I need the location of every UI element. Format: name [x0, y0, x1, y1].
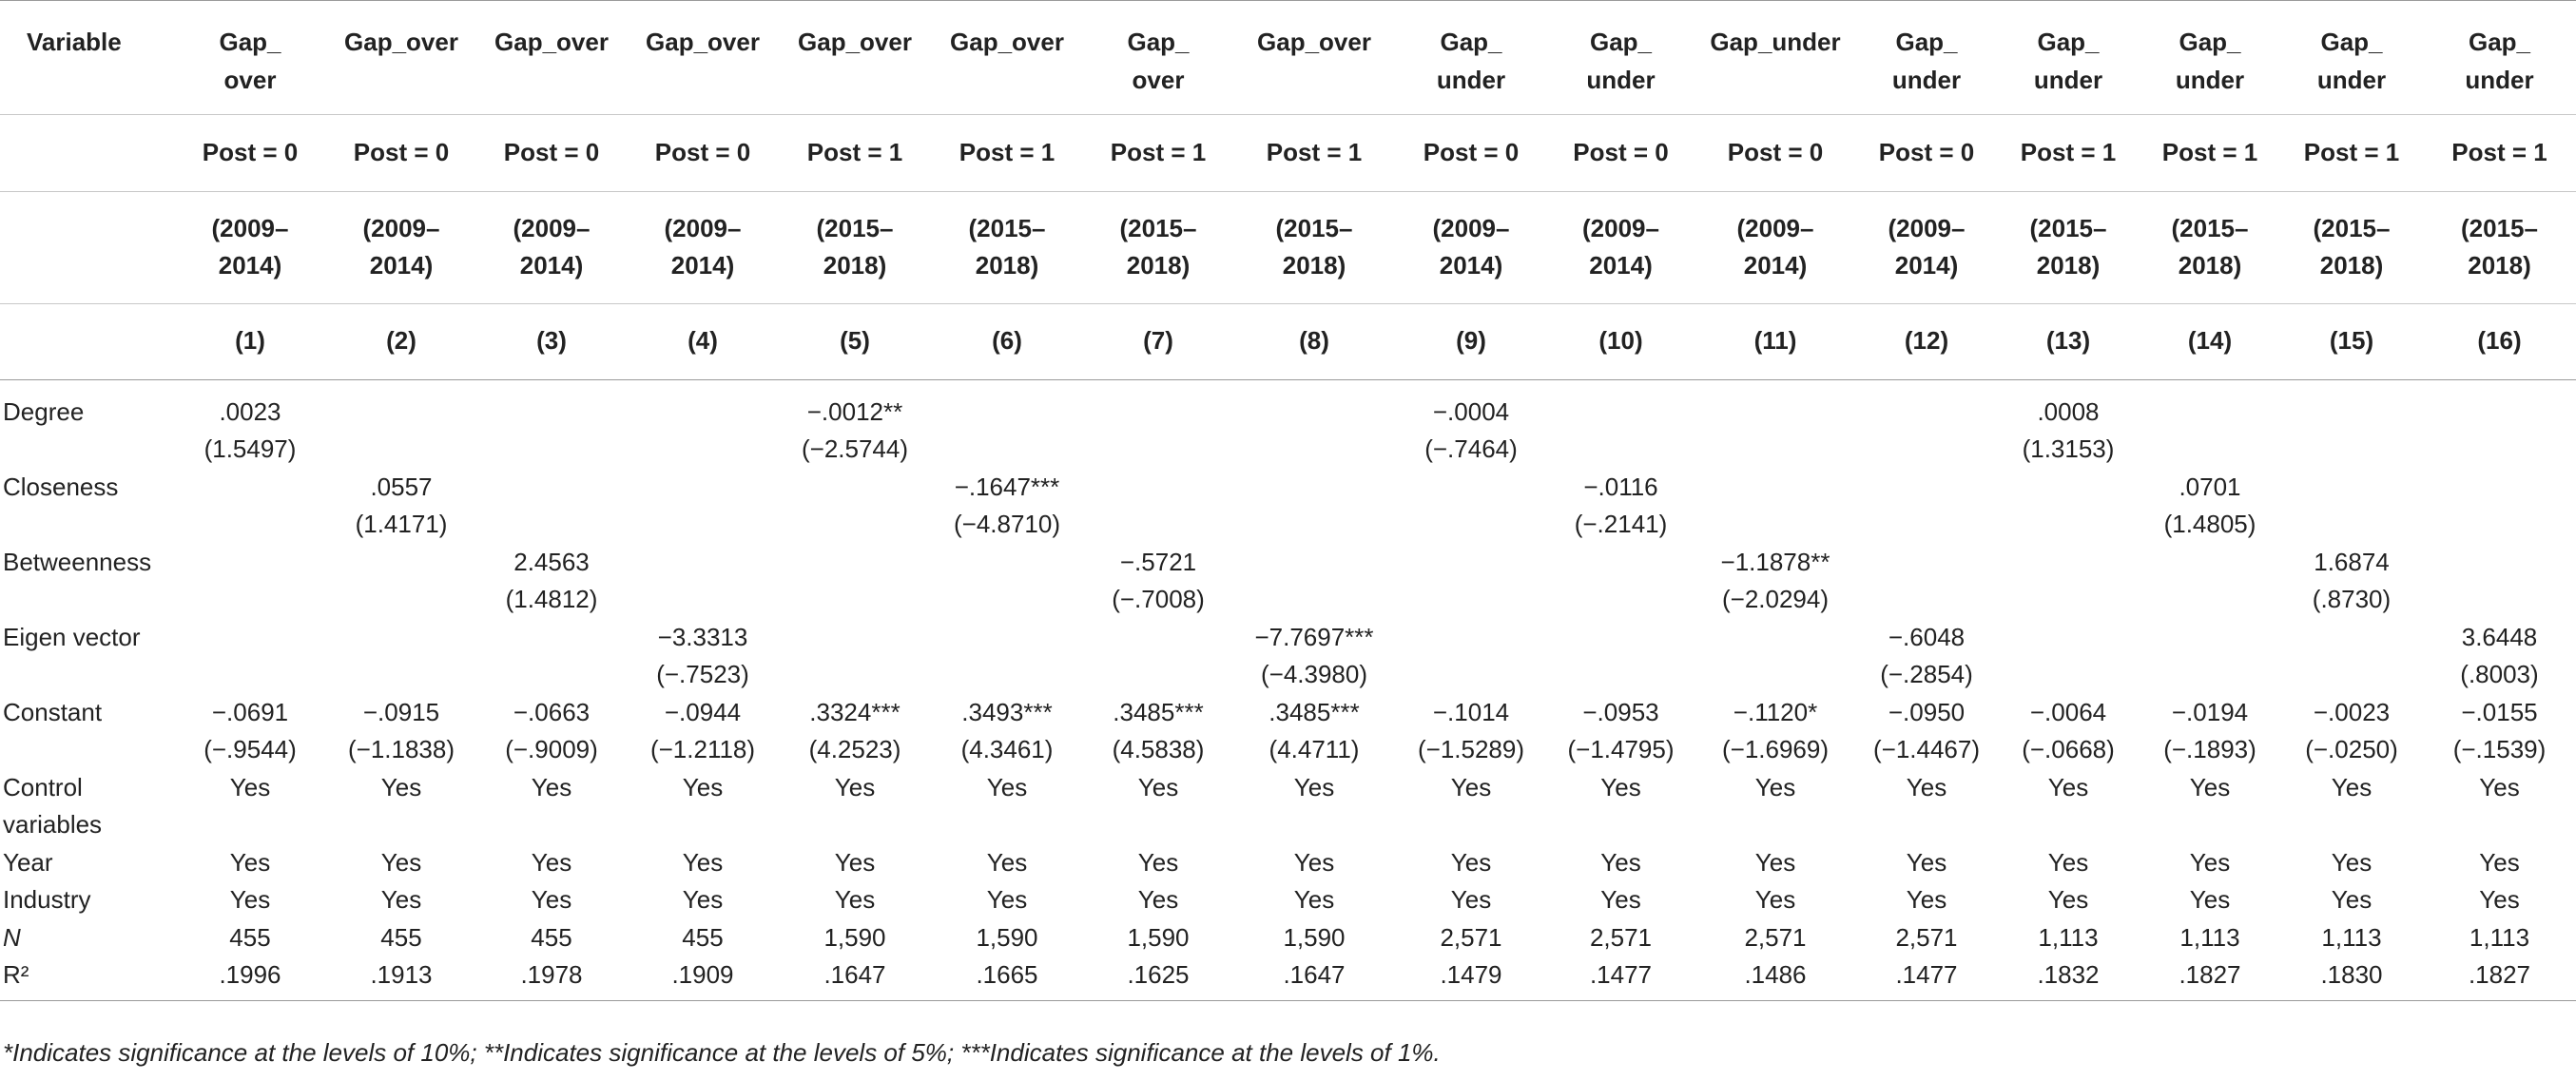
- row-label: Control variables: [3, 772, 103, 839]
- header-period-col-15: (2015– 2018): [2280, 191, 2423, 303]
- table-cell: Yes: [1293, 847, 1335, 877]
- header-row-dependent-variable: [0, 0, 2576, 114]
- table-cell: [1395, 619, 1547, 694]
- table-row: [0, 881, 2576, 919]
- header-post-col-12: Post = 0: [1856, 114, 1997, 191]
- table-cell: .1827: [2423, 956, 2576, 1000]
- table-cell: Yes: [834, 772, 876, 801]
- table-row: [0, 919, 2576, 957]
- table-cell: .3493*** (4.3461): [960, 697, 1054, 763]
- table-cell: [1233, 469, 1395, 544]
- table-cell: .1665: [931, 956, 1083, 1000]
- table-cell: [326, 544, 476, 619]
- body-top-spacer: [0, 379, 2576, 394]
- header-post-col-9: Post = 0: [1395, 114, 1547, 191]
- table-cell: [2280, 619, 2423, 694]
- table-cell: −.0116 (−.2141): [1574, 472, 1668, 538]
- header-num-col-7: (7): [1083, 303, 1233, 379]
- header-num-col-2: (2): [326, 303, 476, 379]
- header-row-post: [0, 114, 2576, 191]
- table-row: [0, 844, 2576, 882]
- table-cell: Yes: [380, 847, 422, 877]
- header-post-col-1: Post = 0: [174, 114, 326, 191]
- table-cell: [2140, 619, 2280, 694]
- table-cell: Yes: [1906, 772, 1947, 801]
- table-cell: Yes: [2047, 847, 2089, 877]
- header-period-col-14: (2015– 2018): [2140, 191, 2280, 303]
- table-cell: .1479: [1395, 956, 1547, 1000]
- table-row: [0, 956, 2576, 1000]
- table-cell: −.0950 (−1.4467): [1872, 697, 1981, 763]
- table-cell: .1913: [326, 956, 476, 1000]
- header-num-col-10: (10): [1547, 303, 1695, 379]
- table-cell: [326, 394, 476, 469]
- header-period-col-16: (2015– 2018): [2423, 191, 2576, 303]
- table-cell: Yes: [1600, 772, 1641, 801]
- table-cell: .3324*** (4.2523): [808, 697, 901, 763]
- header-dep-col-6: Gap_over: [931, 0, 1083, 114]
- table-cell: Yes: [682, 847, 724, 877]
- table-cell: [476, 619, 627, 694]
- table-cell: Yes: [1600, 847, 1641, 877]
- header-empty-cell: [0, 191, 174, 303]
- table-cell: 1,590: [1127, 922, 1190, 952]
- table-cell: 455: [682, 922, 724, 952]
- header-post-col-3: Post = 0: [476, 114, 627, 191]
- header-empty-cell: [0, 303, 174, 379]
- table-cell: [174, 544, 326, 619]
- header-post-col-5: Post = 1: [779, 114, 931, 191]
- table-cell: [2423, 469, 2576, 544]
- table-cell: −.1647*** (−4.8710): [953, 472, 1061, 538]
- header-row-period: [0, 191, 2576, 303]
- header-period-col-5: (2015– 2018): [779, 191, 931, 303]
- header-dep-col-5: Gap_over: [779, 0, 931, 114]
- table-cell: Yes: [1754, 847, 1796, 877]
- table-cell: Yes: [531, 772, 572, 801]
- table-row: [0, 469, 2576, 544]
- table-cell: −.0944 (−1.2118): [649, 697, 756, 763]
- table-cell: −.0155 (−.1539): [2452, 697, 2547, 763]
- table-cell: [1695, 469, 1856, 544]
- table-cell: [1695, 619, 1856, 694]
- table-cell: [779, 544, 931, 619]
- header-num-col-1: (1): [174, 303, 326, 379]
- table-body: [0, 379, 2576, 1000]
- row-label: Constant: [3, 697, 103, 726]
- table-cell: 2,571: [1895, 922, 1958, 952]
- table-cell: Yes: [1754, 885, 1796, 914]
- header-dep-col-2: Gap_over: [326, 0, 476, 114]
- table-cell: .1486: [1695, 956, 1856, 1000]
- table-cell: Yes: [1137, 772, 1179, 801]
- table-cell: Yes: [2189, 885, 2231, 914]
- table-cell: Yes: [2047, 885, 2089, 914]
- header-post-col-7: Post = 1: [1083, 114, 1233, 191]
- table-cell: Yes: [531, 885, 572, 914]
- header-post-col-11: Post = 0: [1695, 114, 1856, 191]
- table-cell: [627, 544, 779, 619]
- header-num-col-4: (4): [627, 303, 779, 379]
- table-cell: [2423, 394, 2576, 469]
- table-cell: [1856, 469, 1997, 544]
- table-cell: 1,590: [823, 922, 886, 952]
- table-cell: Yes: [2047, 772, 2089, 801]
- header-num-col-12: (12): [1856, 303, 1997, 379]
- table-cell: Yes: [2479, 885, 2520, 914]
- table-cell: [931, 619, 1083, 694]
- header-post-col-16: Post = 1: [2423, 114, 2576, 191]
- table-cell: Yes: [531, 847, 572, 877]
- header-num-col-13: (13): [1997, 303, 2140, 379]
- header-dep-col-13: Gap_ under: [1997, 0, 2140, 114]
- table-row: [0, 769, 2576, 844]
- table-cell: Yes: [1450, 847, 1492, 877]
- header-dep-col-9: Gap_ under: [1395, 0, 1547, 114]
- table-cell: [2140, 394, 2280, 469]
- table-cell: .1477: [1547, 956, 1695, 1000]
- table-cell: Yes: [2479, 847, 2520, 877]
- table-cell: [779, 469, 931, 544]
- table-cell: [627, 469, 779, 544]
- table-cell: Yes: [834, 847, 876, 877]
- header-period-col-6: (2015– 2018): [931, 191, 1083, 303]
- table-cell: Yes: [2331, 847, 2373, 877]
- table-cell: Yes: [1906, 885, 1947, 914]
- table-cell: −.0194 (−.1893): [2163, 697, 2256, 763]
- table-cell: Yes: [986, 772, 1028, 801]
- header-dep-col-4: Gap_over: [627, 0, 779, 114]
- table-cell: Yes: [1450, 772, 1492, 801]
- table-cell: −.6048 (−.2854): [1880, 622, 1973, 688]
- header-period-col-2: (2009– 2014): [326, 191, 476, 303]
- header-variable: Variable: [0, 0, 174, 114]
- table-cell: .1477: [1856, 956, 1997, 1000]
- table-cell: [1997, 619, 2140, 694]
- table-cell: .3485*** (4.5838): [1112, 697, 1205, 763]
- header-period-col-12: (2009– 2014): [1856, 191, 1997, 303]
- header-period-col-8: (2015– 2018): [1233, 191, 1395, 303]
- table-cell: .1996: [174, 956, 326, 1000]
- table-cell: 1,113: [2469, 922, 2530, 952]
- header-dep-col-16: Gap_ under: [2423, 0, 2576, 114]
- header-period-col-1: (2009– 2014): [174, 191, 326, 303]
- header-dep-col-15: Gap_ under: [2280, 0, 2423, 114]
- table-cell: Yes: [229, 772, 271, 801]
- header-num-col-3: (3): [476, 303, 627, 379]
- table-cell: .0023 (1.5497): [203, 396, 297, 463]
- table-cell: 2,571: [1744, 922, 1807, 952]
- header-dep-col-8: Gap_over: [1233, 0, 1395, 114]
- table-cell: 3.6448 (.8003): [2460, 622, 2539, 688]
- row-label: Closeness: [3, 472, 119, 501]
- table-cell: −.0663 (−.9009): [505, 697, 598, 763]
- table-cell: Yes: [682, 885, 724, 914]
- table-cell: 1,590: [1283, 922, 1346, 952]
- header-period-col-10: (2009– 2014): [1547, 191, 1695, 303]
- row-label: Eigen vector: [3, 622, 141, 651]
- table-cell: .1830: [2280, 956, 2423, 1000]
- header-post-col-8: Post = 1: [1233, 114, 1395, 191]
- table-cell: .3485*** (4.4711): [1269, 697, 1360, 763]
- table-footnote: *Indicates significance at the levels of 10%; **Indicates significance at the levels of 5%; ***Indicates significance at the levels of 1%.: [3, 1038, 1441, 1067]
- table-cell: [1395, 544, 1547, 619]
- table-row: [0, 619, 2576, 694]
- table-cell: 1,113: [2179, 922, 2240, 952]
- header-num-col-8: (8): [1233, 303, 1395, 379]
- table-cell: [1233, 394, 1395, 469]
- table-cell: 1,113: [2038, 922, 2099, 952]
- header-post-col-6: Post = 1: [931, 114, 1083, 191]
- table-cell: 455: [531, 922, 572, 952]
- header-period-col-13: (2015– 2018): [1997, 191, 2140, 303]
- table-cell: [476, 469, 627, 544]
- table-cell: Yes: [1600, 885, 1641, 914]
- table-cell: .1647: [779, 956, 931, 1000]
- table-cell: Yes: [1293, 772, 1335, 801]
- table-cell: [1997, 544, 2140, 619]
- table-cell: [1856, 394, 1997, 469]
- header-period-col-11: (2009– 2014): [1695, 191, 1856, 303]
- table-cell: [627, 394, 779, 469]
- table-cell: [2280, 469, 2423, 544]
- header-num-col-11: (11): [1695, 303, 1856, 379]
- table-cell: Yes: [2331, 885, 2373, 914]
- header-dep-col-11: Gap_under: [1695, 0, 1856, 114]
- table-cell: [1083, 469, 1233, 544]
- table-cell: Yes: [380, 885, 422, 914]
- table-cell: [1547, 544, 1695, 619]
- header-post-col-15: Post = 1: [2280, 114, 2423, 191]
- table-cell: 455: [380, 922, 422, 952]
- table-cell: [1083, 619, 1233, 694]
- table-cell: Yes: [2479, 772, 2520, 801]
- table-cell: [1695, 394, 1856, 469]
- table-cell: .1978: [476, 956, 627, 1000]
- header-num-col-14: (14): [2140, 303, 2280, 379]
- table-row: [0, 544, 2576, 619]
- table-cell: 2,571: [1440, 922, 1502, 952]
- header-dep-col-12: Gap_ under: [1856, 0, 1997, 114]
- table-cell: 455: [229, 922, 271, 952]
- table-cell: [2423, 544, 2576, 619]
- table-row: [0, 394, 2576, 469]
- table-cell: [931, 544, 1083, 619]
- table-cell: [931, 394, 1083, 469]
- header-dep-col-3: Gap_over: [476, 0, 627, 114]
- table-cell: −1.1878** (−2.0294): [1720, 547, 1830, 613]
- table-cell: Yes: [1754, 772, 1796, 801]
- header-dep-col-7: Gap_ over: [1083, 0, 1233, 114]
- table-cell: Yes: [682, 772, 724, 801]
- table-cell: .0701 (1.4805): [2163, 472, 2256, 538]
- table-cell: Yes: [229, 847, 271, 877]
- table-cell: 2.4563 (1.4812): [505, 547, 598, 613]
- table-cell: Yes: [834, 885, 876, 914]
- table-cell: −.0064 (−.0668): [2022, 697, 2115, 763]
- table-cell: [2280, 394, 2423, 469]
- table-cell: [1856, 544, 1997, 619]
- table-cell: −.0915 (−1.1838): [347, 697, 455, 763]
- table-cell: .1832: [1997, 956, 2140, 1000]
- header-period-col-4: (2009– 2014): [627, 191, 779, 303]
- header-post-col-2: Post = 0: [326, 114, 476, 191]
- table-cell: Yes: [2189, 772, 2231, 801]
- row-label: Industry: [3, 885, 91, 914]
- table-cell: Yes: [1293, 885, 1335, 914]
- table-cell: 1,590: [976, 922, 1038, 952]
- header-post-col-13: Post = 1: [1997, 114, 2140, 191]
- table-top-rule: [0, 0, 2576, 1]
- table-cell: Yes: [2189, 847, 2231, 877]
- table-cell: [476, 394, 627, 469]
- table-cell: [1083, 394, 1233, 469]
- table-cell: −.1120* (−1.6969): [1721, 697, 1830, 763]
- table-cell: [1395, 469, 1547, 544]
- table-cell: Yes: [986, 847, 1028, 877]
- table-cell: Yes: [1450, 885, 1492, 914]
- table-cell: −.1014 (−1.5289): [1417, 697, 1525, 763]
- table-cell: −3.3313 (−.7523): [656, 622, 749, 688]
- row-label: N: [3, 922, 21, 952]
- table-cell: Yes: [380, 772, 422, 801]
- table-cell: 1,113: [2321, 922, 2382, 952]
- table-cell: .0008 (1.3153): [2022, 396, 2115, 463]
- row-label: Betweenness: [3, 547, 152, 576]
- table-cell: .1827: [2140, 956, 2280, 1000]
- table-cell: [1547, 394, 1695, 469]
- table-cell: [779, 619, 931, 694]
- table-cell: .1625: [1083, 956, 1233, 1000]
- table-cell: .1909: [627, 956, 779, 1000]
- header-period-col-3: (2009– 2014): [476, 191, 627, 303]
- header-period-col-9: (2009– 2014): [1395, 191, 1547, 303]
- table-cell: −.5721 (−.7008): [1112, 547, 1205, 613]
- table-cell: [2140, 544, 2280, 619]
- header-num-col-9: (9): [1395, 303, 1547, 379]
- header-period-col-7: (2015– 2018): [1083, 191, 1233, 303]
- table-row: [0, 694, 2576, 769]
- table-cell: [1547, 619, 1695, 694]
- table-cell: −.0012** (−2.5744): [801, 396, 909, 463]
- table-cell: [174, 619, 326, 694]
- row-label: Year: [3, 847, 53, 877]
- table-cell: [1233, 544, 1395, 619]
- header-num-col-6: (6): [931, 303, 1083, 379]
- header-num-col-5: (5): [779, 303, 931, 379]
- table-cell: −.0691 (−.9544): [203, 697, 297, 763]
- table-cell: .0557 (1.4171): [355, 472, 448, 538]
- row-label: R²: [0, 956, 174, 1000]
- table-cell: −.0004 (−.7464): [1424, 396, 1518, 463]
- header-post-col-10: Post = 0: [1547, 114, 1695, 191]
- table-cell: −7.7697*** (−4.3980): [1254, 622, 1374, 688]
- header-row-column-number: [0, 303, 2576, 379]
- table-cell: Yes: [1137, 885, 1179, 914]
- table-cell: [1997, 469, 2140, 544]
- header-post-col-14: Post = 1: [2140, 114, 2280, 191]
- header-dep-col-1: Gap_ over: [174, 0, 326, 114]
- table-cell: −.0023 (−.0250): [2305, 697, 2398, 763]
- table-cell: Yes: [1137, 847, 1179, 877]
- header-dep-col-10: Gap_ under: [1547, 0, 1695, 114]
- header-empty-cell: [0, 114, 174, 191]
- table-cell: .1647: [1233, 956, 1395, 1000]
- table-cell: Yes: [229, 885, 271, 914]
- table-cell: Yes: [1906, 847, 1947, 877]
- header-num-col-16: (16): [2423, 303, 2576, 379]
- table-cell: [174, 469, 326, 544]
- table-cell: Yes: [2331, 772, 2373, 801]
- table-cell: Yes: [986, 885, 1028, 914]
- table-cell: [326, 619, 476, 694]
- header-post-col-4: Post = 0: [627, 114, 779, 191]
- table-cell: 2,571: [1589, 922, 1653, 952]
- header-num-col-15: (15): [2280, 303, 2423, 379]
- table-cell: −.0953 (−1.4795): [1567, 697, 1675, 763]
- row-label: Degree: [3, 396, 85, 426]
- table-cell: 1.6874 (.8730): [2312, 547, 2392, 613]
- header-dep-col-14: Gap_ under: [2140, 0, 2280, 114]
